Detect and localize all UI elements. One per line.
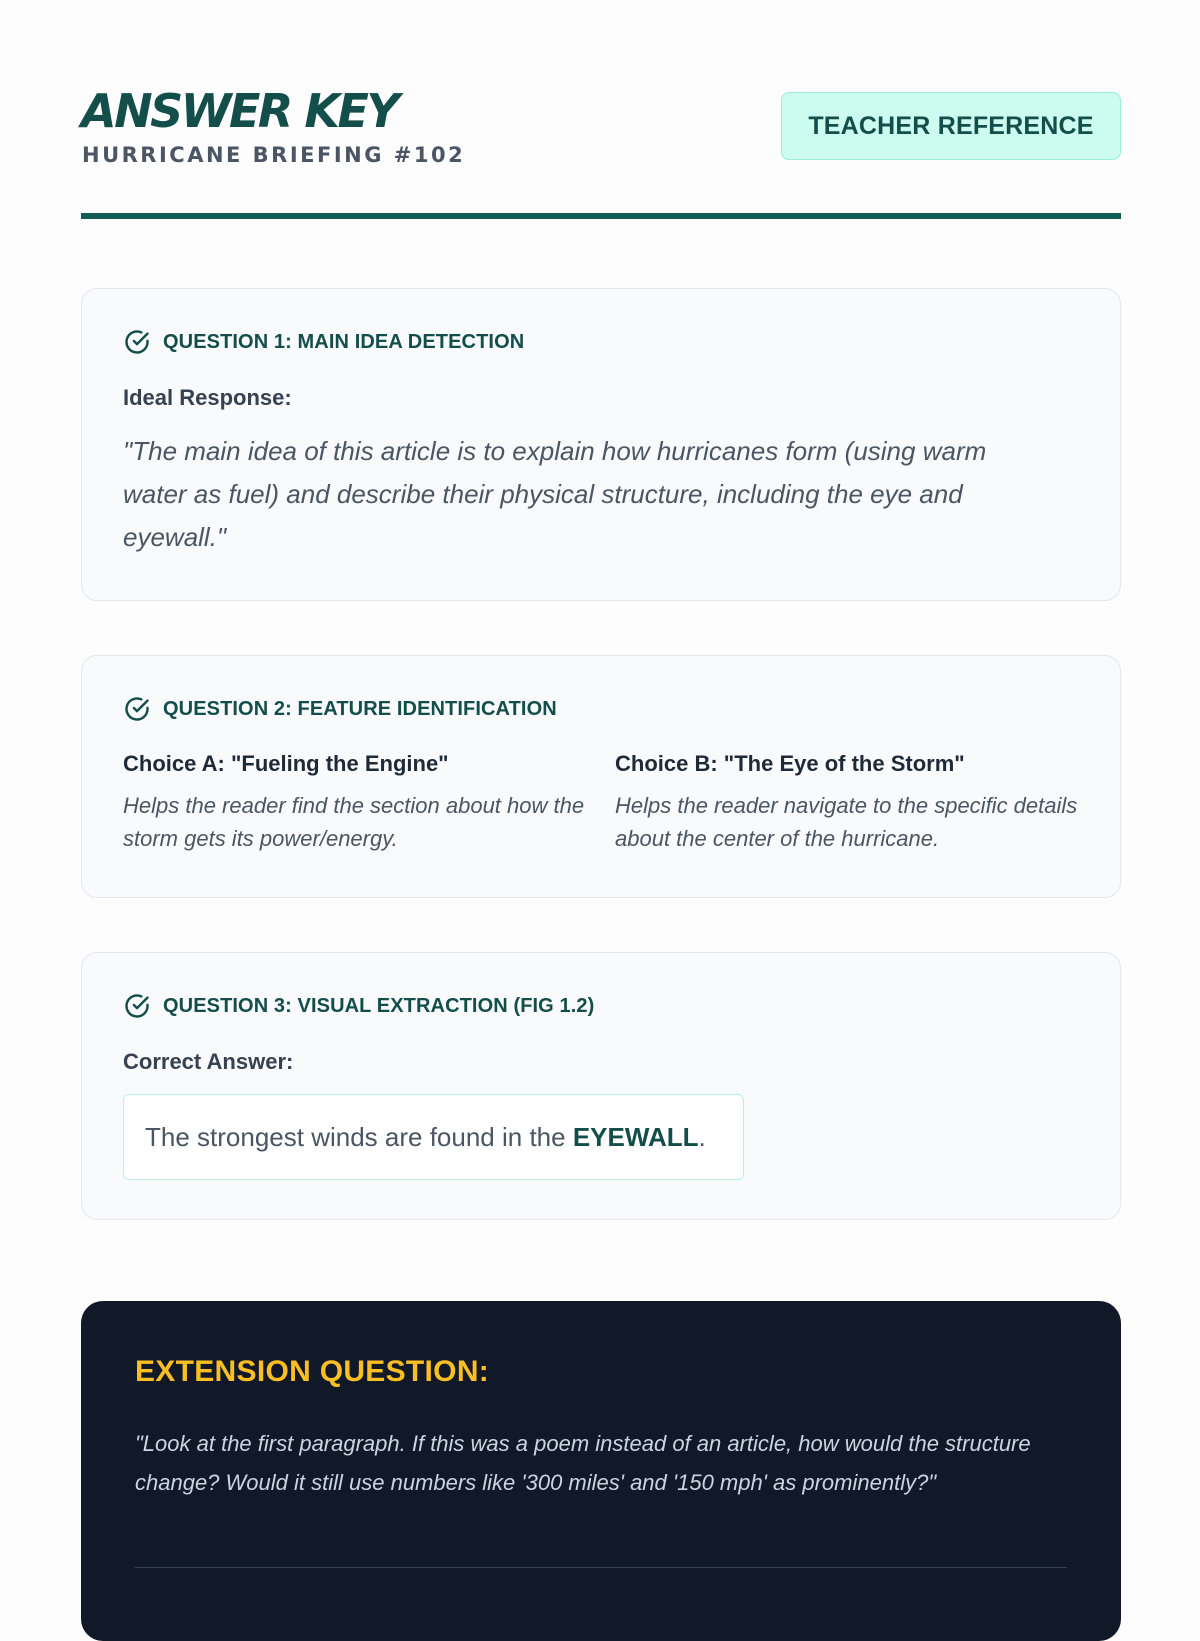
correct-answer-box: [123, 1094, 744, 1180]
ideal-response-label: Ideal Response:: [123, 385, 292, 410]
question-1-card: [81, 288, 1121, 601]
question-3-card: [81, 952, 1121, 1220]
choice-b-description: Helps the reader navigate to the specific details about the center of the hurricane.: [615, 793, 1078, 851]
choice-a-description: Helps the reader find the section about how the storm gets its power/energy.: [123, 793, 585, 851]
question-2-title: QUESTION 2: FEATURE IDENTIFICATION: [163, 697, 557, 720]
question-3-header: [123, 992, 594, 1020]
correct-answer-label: Correct Answer:: [123, 1049, 294, 1074]
ideal-response-text: "The main idea of this article is to explain how hurricanes form (using warm water as fuel) and describe their physical structure, including the eye and eyewall.": [123, 436, 987, 552]
answer-suffix: .: [698, 1121, 706, 1152]
check-circle-icon: [123, 992, 151, 1020]
extension-title: EXTENSION QUESTION:: [135, 1355, 490, 1388]
answer-prefix: The strongest winds are found in the: [145, 1121, 573, 1152]
choice-a-title: Choice A: "Fueling the Engine": [123, 751, 449, 776]
page-title: ANSWER KEY: [81, 84, 398, 138]
question-2-header: [123, 695, 557, 723]
question-2-card: [81, 655, 1121, 898]
teacher-reference-badge: TEACHER REFERENCE: [781, 92, 1121, 160]
page-header: [81, 0, 1121, 222]
check-circle-icon: [123, 695, 151, 723]
question-1-header: [123, 328, 524, 356]
header-divider: [81, 213, 1121, 219]
check-circle-icon: [123, 328, 151, 356]
answer-key-page: [81, 0, 1121, 1495]
extension-divider: [135, 1567, 1067, 1568]
question-1-title: QUESTION 1: MAIN IDEA DETECTION: [163, 330, 525, 353]
choice-b-title: Choice B: "The Eye of the Storm": [615, 751, 965, 776]
question-3-title: QUESTION 3: VISUAL EXTRACTION (FIG 1.2): [163, 994, 595, 1017]
answer-highlight: EYEWALL: [572, 1121, 699, 1152]
extension-text: "Look at the first paragraph. If this was a poem instead of an article, how would the structure change? Would it still use numbers like '300 miles' and '150 mph' as prominently?": [135, 1431, 1031, 1495]
page-subtitle: HURRICANE BRIEFING #102: [82, 143, 466, 167]
extension-question-panel: [81, 1301, 1121, 1641]
